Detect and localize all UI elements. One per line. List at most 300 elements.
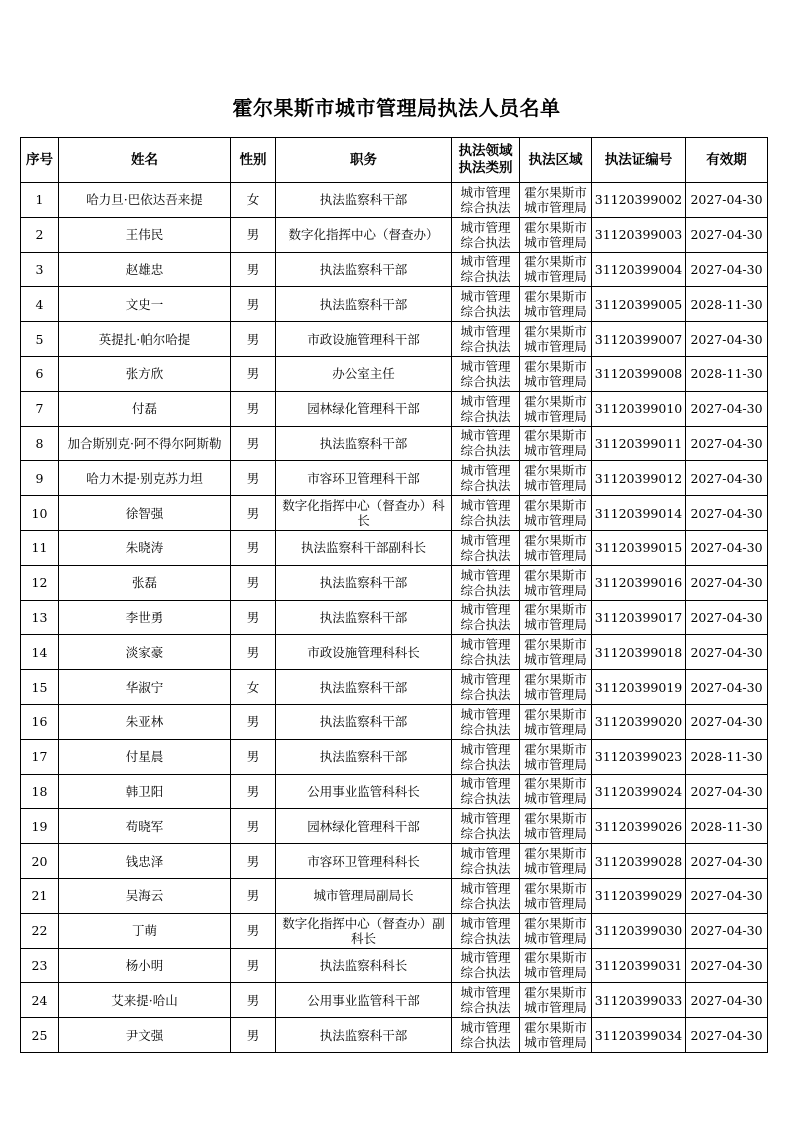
cell-gender: 男 <box>231 356 276 391</box>
cell-gender: 男 <box>231 461 276 496</box>
cell-domain-line2: 综合执法 <box>460 791 511 807</box>
cell-seq: 21 <box>21 878 59 913</box>
cell-valid: 2027-04-30 <box>686 426 768 461</box>
cell-position: 办公室主任 <box>276 356 452 391</box>
cell-valid: 2027-04-30 <box>686 217 768 252</box>
cell-area <box>520 809 592 844</box>
cell-area <box>520 356 592 391</box>
cell-area-line2: 城市管理局 <box>524 895 587 911</box>
cell-position: 公用事业监管科干部 <box>276 983 452 1018</box>
cell-seq: 12 <box>21 565 59 600</box>
cell-domain-line1: 城市管理 <box>460 219 511 235</box>
cell-cert: 31120399012 <box>592 461 686 496</box>
cell-area-line2: 城市管理局 <box>524 791 587 807</box>
cell-cert: 31120399020 <box>592 704 686 739</box>
cell-area <box>520 600 592 635</box>
cell-domain <box>452 183 520 218</box>
cell-domain-line2: 综合执法 <box>460 339 511 355</box>
cell-domain <box>452 913 520 948</box>
cell-cert: 31120399019 <box>592 670 686 705</box>
cell-area-line2: 城市管理局 <box>524 373 587 389</box>
table-row <box>21 565 768 600</box>
cell-area-line2: 城市管理局 <box>524 1035 587 1051</box>
cell-gender: 男 <box>231 217 276 252</box>
cell-name: 文史一 <box>59 287 231 322</box>
cell-area-line2: 城市管理局 <box>524 408 587 424</box>
cell-area-line1: 霍尔果斯市 <box>524 915 587 931</box>
cell-domain-line2: 综合执法 <box>460 965 511 981</box>
cell-name: 韩卫阳 <box>59 774 231 809</box>
cell-area-line1: 霍尔果斯市 <box>524 602 587 618</box>
cell-name: 李世勇 <box>59 600 231 635</box>
cell-area-line2: 城市管理局 <box>524 687 587 703</box>
cell-area-line2: 城市管理局 <box>524 756 587 772</box>
cell-area <box>520 983 592 1018</box>
table-row <box>21 704 768 739</box>
table-row <box>21 530 768 565</box>
header-position: 职务 <box>276 138 452 183</box>
cell-gender: 男 <box>231 809 276 844</box>
cell-area <box>520 496 592 531</box>
cell-name: 付磊 <box>59 391 231 426</box>
cell-domain-line2: 综合执法 <box>460 582 511 598</box>
cell-area-line2: 城市管理局 <box>524 269 587 285</box>
cell-domain-line2: 综合执法 <box>460 269 511 285</box>
cell-area <box>520 670 592 705</box>
cell-domain-line2: 综合执法 <box>460 895 511 911</box>
cell-area <box>520 565 592 600</box>
cell-gender: 男 <box>231 530 276 565</box>
cell-domain-line2: 综合执法 <box>460 199 511 215</box>
cell-position: 执法监察科干部 <box>276 565 452 600</box>
cell-domain <box>452 461 520 496</box>
cell-gender: 男 <box>231 391 276 426</box>
cell-gender: 男 <box>231 635 276 670</box>
cell-gender: 男 <box>231 878 276 913</box>
cell-domain-line2: 综合执法 <box>460 513 511 529</box>
table-row <box>21 878 768 913</box>
cell-valid: 2028-11-30 <box>686 287 768 322</box>
cell-gender: 男 <box>231 983 276 1018</box>
cell-domain-line2: 综合执法 <box>460 304 511 320</box>
cell-cert: 31120399007 <box>592 322 686 357</box>
cell-position: 执法监察科干部 <box>276 739 452 774</box>
cell-area-line2: 城市管理局 <box>524 930 587 946</box>
cell-valid: 2028-11-30 <box>686 356 768 391</box>
cell-domain-line1: 城市管理 <box>460 289 511 305</box>
cell-position: 数字化指挥中心（督查办）副科长 <box>276 913 452 948</box>
cell-domain-line1: 城市管理 <box>460 393 511 409</box>
header-seq: 序号 <box>21 138 59 183</box>
cell-domain <box>452 496 520 531</box>
table-row <box>21 391 768 426</box>
cell-gender: 男 <box>231 704 276 739</box>
cell-area-line2: 城市管理局 <box>524 582 587 598</box>
cell-valid: 2027-04-30 <box>686 948 768 983</box>
header-domain <box>452 138 520 183</box>
cell-position: 执法监察科干部 <box>276 704 452 739</box>
cell-area <box>520 322 592 357</box>
cell-gender: 男 <box>231 252 276 287</box>
cell-valid: 2027-04-30 <box>686 183 768 218</box>
cell-name: 张方欣 <box>59 356 231 391</box>
cell-name: 苟晓军 <box>59 809 231 844</box>
cell-domain-line2: 综合执法 <box>460 652 511 668</box>
cell-name: 尹文强 <box>59 1018 231 1053</box>
cell-seq: 1 <box>21 183 59 218</box>
cell-area-line1: 霍尔果斯市 <box>524 219 587 235</box>
cell-gender: 男 <box>231 600 276 635</box>
cell-domain <box>452 983 520 1018</box>
cell-valid: 2027-04-30 <box>686 322 768 357</box>
cell-domain-line1: 城市管理 <box>460 358 511 374</box>
cell-area-line1: 霍尔果斯市 <box>524 393 587 409</box>
cell-position: 市政设施管理科科长 <box>276 635 452 670</box>
cell-seq: 2 <box>21 217 59 252</box>
cell-domain-line2: 综合执法 <box>460 687 511 703</box>
cell-domain <box>452 426 520 461</box>
cell-cert: 31120399029 <box>592 878 686 913</box>
cell-area-line1: 霍尔果斯市 <box>524 184 587 200</box>
cell-seq: 24 <box>21 983 59 1018</box>
cell-domain-line1: 城市管理 <box>460 498 511 514</box>
cell-area-line1: 霍尔果斯市 <box>524 532 587 548</box>
cell-seq: 4 <box>21 287 59 322</box>
cell-domain-line2: 综合执法 <box>460 756 511 772</box>
cell-seq: 18 <box>21 774 59 809</box>
table-row <box>21 183 768 218</box>
table-row <box>21 426 768 461</box>
cell-cert: 31120399011 <box>592 426 686 461</box>
cell-domain <box>452 844 520 879</box>
cell-cert: 31120399002 <box>592 183 686 218</box>
cell-domain-line1: 城市管理 <box>460 637 511 653</box>
cell-name: 张磊 <box>59 565 231 600</box>
cell-valid: 2027-04-30 <box>686 670 768 705</box>
header-row <box>21 138 768 183</box>
page-title: 霍尔果斯市城市管理局执法人员名单 <box>232 96 561 120</box>
cell-area <box>520 183 592 218</box>
cell-domain-line2: 综合执法 <box>460 861 511 877</box>
cell-domain-line2: 综合执法 <box>460 443 511 459</box>
cell-domain <box>452 739 520 774</box>
table-row <box>21 496 768 531</box>
cell-domain-line1: 城市管理 <box>460 324 511 340</box>
cell-domain-line1: 城市管理 <box>460 1020 511 1036</box>
cell-position: 执法监察科科长 <box>276 948 452 983</box>
cell-cert: 31120399030 <box>592 913 686 948</box>
cell-domain <box>452 217 520 252</box>
cell-cert: 31120399008 <box>592 356 686 391</box>
cell-position: 园林绿化管理科干部 <box>276 809 452 844</box>
cell-area-line1: 霍尔果斯市 <box>524 811 587 827</box>
cell-area-line1: 霍尔果斯市 <box>524 498 587 514</box>
cell-gender: 男 <box>231 426 276 461</box>
cell-seq: 3 <box>21 252 59 287</box>
cell-valid: 2027-04-30 <box>686 496 768 531</box>
cell-position: 执法监察科干部 <box>276 287 452 322</box>
cell-gender: 女 <box>231 183 276 218</box>
cell-name: 吴海云 <box>59 878 231 913</box>
cell-area <box>520 704 592 739</box>
cell-gender: 男 <box>231 844 276 879</box>
cell-area-line2: 城市管理局 <box>524 1000 587 1016</box>
cell-domain-line1: 城市管理 <box>460 741 511 757</box>
table-row <box>21 600 768 635</box>
cell-cert: 31120399026 <box>592 809 686 844</box>
cell-valid: 2027-04-30 <box>686 600 768 635</box>
cell-gender: 女 <box>231 670 276 705</box>
cell-valid: 2027-04-30 <box>686 983 768 1018</box>
cell-valid: 2027-04-30 <box>686 635 768 670</box>
table-body <box>21 183 768 1053</box>
cell-domain-line2: 综合执法 <box>460 234 511 250</box>
cell-gender: 男 <box>231 287 276 322</box>
table-row <box>21 356 768 391</box>
cell-area-line2: 城市管理局 <box>524 339 587 355</box>
cell-area <box>520 530 592 565</box>
cell-name: 英提扎·帕尔哈提 <box>59 322 231 357</box>
cell-name: 艾来提·哈山 <box>59 983 231 1018</box>
cell-domain <box>452 356 520 391</box>
cell-valid: 2027-04-30 <box>686 252 768 287</box>
cell-seq: 25 <box>21 1018 59 1053</box>
cell-domain <box>452 670 520 705</box>
cell-cert: 31120399005 <box>592 287 686 322</box>
cell-position: 市政设施管理科干部 <box>276 322 452 357</box>
cell-name: 哈力木提·别克苏力坦 <box>59 461 231 496</box>
cell-area-line1: 霍尔果斯市 <box>524 254 587 270</box>
cell-gender: 男 <box>231 1018 276 1053</box>
cell-name: 哈力旦·巴依达吾来提 <box>59 183 231 218</box>
cell-area-line2: 城市管理局 <box>524 965 587 981</box>
table-row <box>21 670 768 705</box>
cell-domain-line1: 城市管理 <box>460 811 511 827</box>
cell-cert: 31120399031 <box>592 948 686 983</box>
table-row <box>21 461 768 496</box>
cell-domain <box>452 565 520 600</box>
cell-position: 执法监察科干部 <box>276 1018 452 1053</box>
cell-domain-line1: 城市管理 <box>460 706 511 722</box>
cell-valid: 2027-04-30 <box>686 565 768 600</box>
cell-position: 执法监察科干部 <box>276 670 452 705</box>
cell-area-line1: 霍尔果斯市 <box>524 776 587 792</box>
cell-cert: 31120399033 <box>592 983 686 1018</box>
cell-area-line2: 城市管理局 <box>524 861 587 877</box>
cell-domain <box>452 774 520 809</box>
cell-cert: 31120399018 <box>592 635 686 670</box>
cell-domain-line1: 城市管理 <box>460 602 511 618</box>
cell-domain-line1: 城市管理 <box>460 532 511 548</box>
cell-domain <box>452 530 520 565</box>
cell-name: 华淑宁 <box>59 670 231 705</box>
cell-domain-line2: 综合执法 <box>460 547 511 563</box>
cell-area-line2: 城市管理局 <box>524 304 587 320</box>
table-row <box>21 1018 768 1053</box>
cell-area-line2: 城市管理局 <box>524 199 587 215</box>
header-valid: 有效期 <box>686 138 768 183</box>
cell-seq: 11 <box>21 530 59 565</box>
cell-domain-line2: 综合执法 <box>460 373 511 389</box>
cell-domain-line1: 城市管理 <box>460 184 511 200</box>
cell-valid: 2028-11-30 <box>686 809 768 844</box>
cell-position: 执法监察科干部 <box>276 252 452 287</box>
cell-seq: 5 <box>21 322 59 357</box>
cell-cert: 31120399014 <box>592 496 686 531</box>
cell-domain-line2: 综合执法 <box>460 408 511 424</box>
cell-seq: 8 <box>21 426 59 461</box>
cell-area-line1: 霍尔果斯市 <box>524 1020 587 1036</box>
cell-seq: 19 <box>21 809 59 844</box>
cell-position: 执法监察科干部 <box>276 600 452 635</box>
cell-domain-line2: 综合执法 <box>460 1000 511 1016</box>
cell-area-line1: 霍尔果斯市 <box>524 741 587 757</box>
cell-cert: 31120399023 <box>592 739 686 774</box>
cell-seq: 7 <box>21 391 59 426</box>
cell-area <box>520 391 592 426</box>
cell-area-line1: 霍尔果斯市 <box>524 706 587 722</box>
cell-domain <box>452 1018 520 1053</box>
cell-name: 丁萌 <box>59 913 231 948</box>
cell-area-line1: 霍尔果斯市 <box>524 324 587 340</box>
cell-cert: 31120399024 <box>592 774 686 809</box>
cell-seq: 13 <box>21 600 59 635</box>
cell-domain-line2: 综合执法 <box>460 1035 511 1051</box>
cell-gender: 男 <box>231 322 276 357</box>
cell-seq: 15 <box>21 670 59 705</box>
cell-area <box>520 774 592 809</box>
cell-domain-line2: 综合执法 <box>460 826 511 842</box>
cell-position: 执法监察科干部 <box>276 183 452 218</box>
cell-name: 杨小明 <box>59 948 231 983</box>
cell-position: 数字化指挥中心（督查办） <box>276 217 452 252</box>
cell-seq: 22 <box>21 913 59 948</box>
table-row <box>21 739 768 774</box>
cell-valid: 2027-04-30 <box>686 878 768 913</box>
cell-position: 园林绿化管理科干部 <box>276 391 452 426</box>
header-domain-line1: 执法领域 <box>458 143 513 159</box>
cell-cert: 31120399017 <box>592 600 686 635</box>
header-domain-line2: 执法类别 <box>458 160 513 176</box>
cell-domain <box>452 391 520 426</box>
cell-area-line2: 城市管理局 <box>524 547 587 563</box>
cell-cert: 31120399010 <box>592 391 686 426</box>
header-cert: 执法证编号 <box>592 138 686 183</box>
cell-domain <box>452 809 520 844</box>
table-row <box>21 252 768 287</box>
cell-domain-line1: 城市管理 <box>460 846 511 862</box>
table-row <box>21 948 768 983</box>
cell-seq: 6 <box>21 356 59 391</box>
cell-domain-line2: 综合执法 <box>460 721 511 737</box>
cell-valid: 2027-04-30 <box>686 391 768 426</box>
cell-domain <box>452 948 520 983</box>
cell-position: 市容环卫管理科科长 <box>276 844 452 879</box>
header-area: 执法区域 <box>520 138 592 183</box>
cell-area-line1: 霍尔果斯市 <box>524 637 587 653</box>
cell-cert: 31120399028 <box>592 844 686 879</box>
cell-position: 市容环卫管理科干部 <box>276 461 452 496</box>
cell-area <box>520 878 592 913</box>
cell-name: 钱忠泽 <box>59 844 231 879</box>
table-row <box>21 322 768 357</box>
cell-area <box>520 635 592 670</box>
cell-domain-line1: 城市管理 <box>460 463 511 479</box>
cell-seq: 20 <box>21 844 59 879</box>
cell-area-line1: 霍尔果斯市 <box>524 985 587 1001</box>
cell-area <box>520 426 592 461</box>
cell-domain-line1: 城市管理 <box>460 950 511 966</box>
cell-area <box>520 461 592 496</box>
cell-domain-line1: 城市管理 <box>460 985 511 1001</box>
table-row <box>21 217 768 252</box>
cell-seq: 23 <box>21 948 59 983</box>
cell-name: 加合斯别克·阿不得尔阿斯勒 <box>59 426 231 461</box>
cell-area-line1: 霍尔果斯市 <box>524 428 587 444</box>
cell-domain-line1: 城市管理 <box>460 254 511 270</box>
cell-cert: 31120399004 <box>592 252 686 287</box>
cell-valid: 2027-04-30 <box>686 774 768 809</box>
cell-domain <box>452 322 520 357</box>
cell-area-line1: 霍尔果斯市 <box>524 463 587 479</box>
cell-name: 付星晨 <box>59 739 231 774</box>
cell-valid: 2027-04-30 <box>686 461 768 496</box>
table-row <box>21 913 768 948</box>
cell-position: 公用事业监管科科长 <box>276 774 452 809</box>
cell-gender: 男 <box>231 774 276 809</box>
cell-area-line2: 城市管理局 <box>524 478 587 494</box>
table-row <box>21 774 768 809</box>
cell-cert: 31120399034 <box>592 1018 686 1053</box>
cell-name: 徐智强 <box>59 496 231 531</box>
header-name: 姓名 <box>59 138 231 183</box>
cell-area <box>520 844 592 879</box>
cell-name: 朱晓涛 <box>59 530 231 565</box>
cell-domain <box>452 704 520 739</box>
cell-area-line1: 霍尔果斯市 <box>524 950 587 966</box>
cell-domain-line1: 城市管理 <box>460 428 511 444</box>
cell-area-line1: 霍尔果斯市 <box>524 567 587 583</box>
cell-valid: 2027-04-30 <box>686 913 768 948</box>
cell-area-line2: 城市管理局 <box>524 513 587 529</box>
cell-area-line2: 城市管理局 <box>524 234 587 250</box>
cell-gender: 男 <box>231 913 276 948</box>
cell-name: 淡家豪 <box>59 635 231 670</box>
cell-seq: 9 <box>21 461 59 496</box>
table-row <box>21 287 768 322</box>
cell-area-line2: 城市管理局 <box>524 443 587 459</box>
cell-cert: 31120399016 <box>592 565 686 600</box>
cell-domain <box>452 287 520 322</box>
cell-area-line1: 霍尔果斯市 <box>524 289 587 305</box>
header-gender: 性别 <box>231 138 276 183</box>
cell-cert: 31120399015 <box>592 530 686 565</box>
cell-domain <box>452 878 520 913</box>
cell-area <box>520 948 592 983</box>
cell-area <box>520 739 592 774</box>
cell-domain-line1: 城市管理 <box>460 776 511 792</box>
cell-seq: 17 <box>21 739 59 774</box>
cell-gender: 男 <box>231 739 276 774</box>
cell-domain-line2: 综合执法 <box>460 478 511 494</box>
cell-valid: 2027-04-30 <box>686 1018 768 1053</box>
cell-area <box>520 287 592 322</box>
cell-domain-line1: 城市管理 <box>460 880 511 896</box>
cell-area <box>520 217 592 252</box>
cell-gender: 男 <box>231 948 276 983</box>
cell-area <box>520 252 592 287</box>
table-row <box>21 809 768 844</box>
